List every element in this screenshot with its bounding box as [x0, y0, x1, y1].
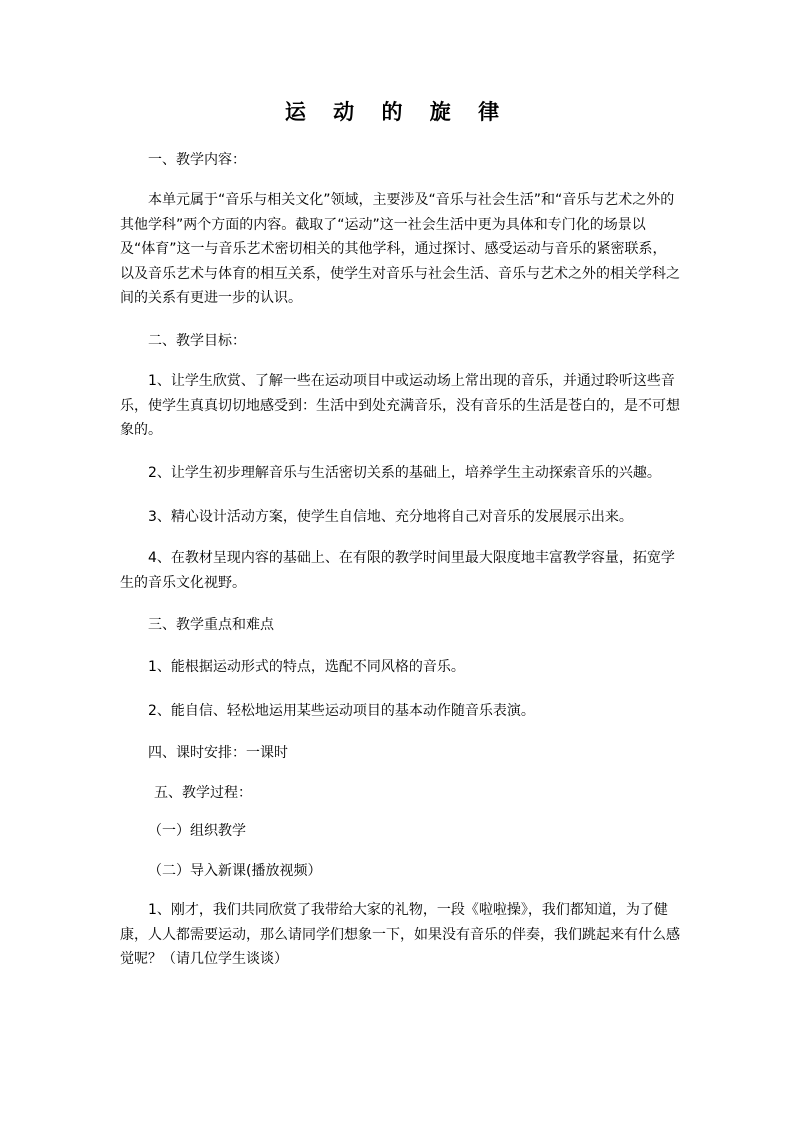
- section-5-heading: 五、教学过程：: [154, 785, 252, 801]
- section-3-item-1: 1、能根据运动形式的特点，选配不同风格的音乐。: [148, 659, 465, 675]
- section-2-item-1: 1、让学生欣赏、了解一些在运动项目中或运动场上常出现的音乐，并通过聆听这些音乐，使学生真真切切地感受到：生活中到处充满音乐，没有音乐的生活是苍白的，是不可想象的。: [120, 373, 680, 438]
- section-2-item-4: 4、在教材呈现内容的基础上、在有限的教学时间里最大限度地丰富教学容量，拓宽学生的音乐文化视野。: [120, 550, 675, 591]
- section-3-heading: 三、教学重点和难点: [148, 617, 274, 633]
- section-1-heading: 一、教学内容：: [148, 152, 246, 168]
- document-title: 运 动 的 旋 律: [284, 100, 510, 124]
- section-5-paragraph: 1、刚才，我们共同欣赏了我带给大家的礼物，一段《啦啦操》，我们都知道，为了健康，人人都需要运动，那么请同学们想象一下，如果没有音乐的伴奏，我们跳起来有什么感觉呢？（请几位学生谈谈）: [120, 902, 680, 967]
- section-2-item-3: 3、精心设计活动方案，使学生自信地、充分地将自己对音乐的发展展示出来。: [148, 509, 633, 525]
- section-5-sub-2: （二）导入新课(播放视频）: [148, 863, 322, 879]
- section-3-item-2: 2、能自信、轻松地运用某些运动项目的基本动作随音乐表演。: [148, 703, 535, 719]
- section-2-heading: 二、教学目标：: [148, 333, 246, 349]
- section-2-item-2: 2、让学生初步理解音乐与生活密切关系的基础上，培养学生主动探索音乐的兴趣。: [148, 465, 661, 481]
- section-1-body: 本单元属于“音乐与相关文化”领域，主要涉及“音乐与社会生活”和“音乐与艺术之外的其他学科”两个方面的内容。截取了“运动”这一社会生活中更为具体和专门化的场景以及“体育”这一与音乐艺术密切相关的其他学科，通过探讨、感受运动与音乐的紧密联系，以及音乐艺术与体育的相互关系，使学生对音乐与社会生活、音乐与艺术之外的相关学科之间的关系有更进一步的认识。: [120, 192, 680, 306]
- section-5-sub-1: （一）组织教学: [148, 823, 246, 839]
- section-4-heading: 四、课时安排：一课时: [148, 745, 288, 761]
